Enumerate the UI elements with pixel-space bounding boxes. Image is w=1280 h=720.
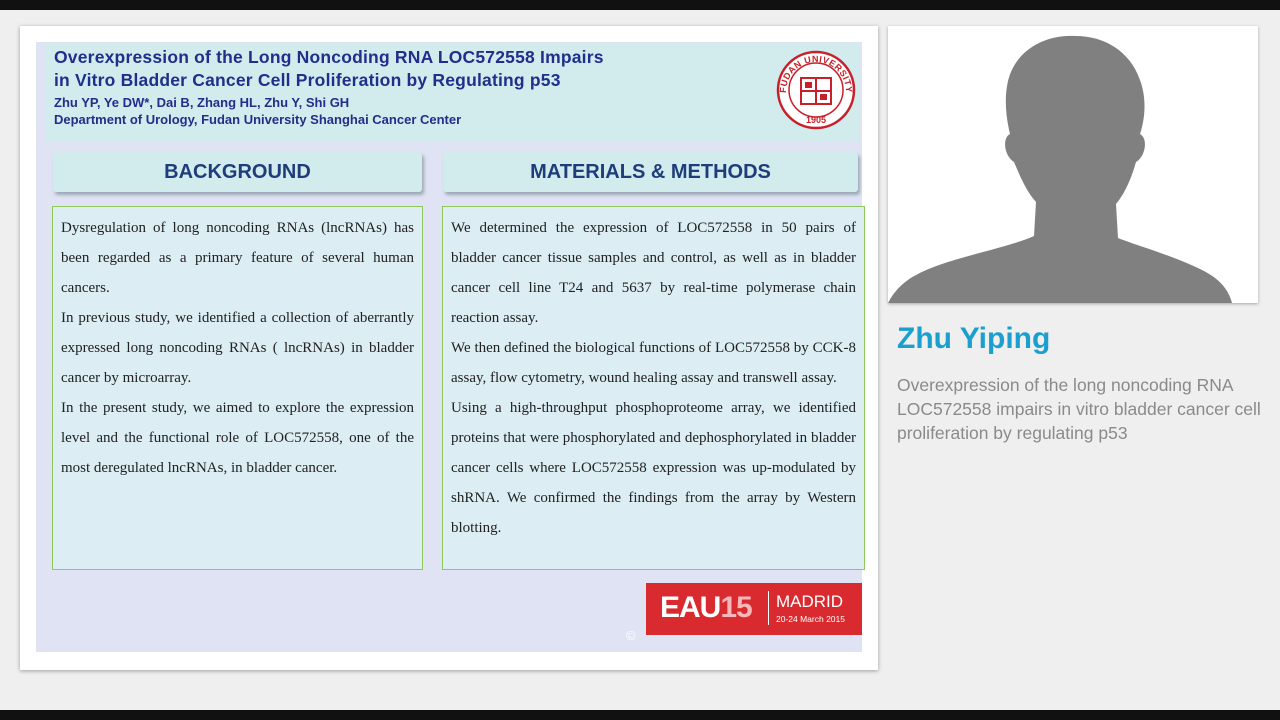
speaker-name: Zhu Yiping xyxy=(897,322,1051,355)
eau-logo-dates: 20-24 March 2015 xyxy=(776,614,845,624)
talk-title: Overexpression of the long noncoding RNA LOC572558 impairs in vitro bladder cancer cell proliferation by regulating p53 xyxy=(897,375,1261,443)
presentation-player xyxy=(0,10,1280,710)
eau-logo-text: EAU15 xyxy=(660,591,752,624)
background-paragraph: In previous study, we identified a collection of aberrantly expressed long noncoding RNAs ( lncRNAs) in bladder cancer by microarray. xyxy=(61,310,414,386)
methods-text-box xyxy=(442,206,865,570)
methods-paragraph: We determined the expression of LOC572558 in 50 pairs of bladder cancer tissue samples and control, as well as in bladder cancer cell line T24 and 5637 by real-time polymerase chain reaction assay. xyxy=(451,220,856,326)
poster-title-line2: in Vitro Bladder Cancer Cell Proliferation by Regulating p53 xyxy=(54,70,561,90)
eau-logo-divider xyxy=(768,591,769,625)
poster-header xyxy=(46,44,859,142)
poster-title-line1: Overexpression of the Long Noncoding RNA LOC572558 Impairs xyxy=(54,47,604,67)
svg-text:FUDAN UNIVERSITY: FUDAN UNIVERSITY xyxy=(777,53,855,94)
poster-authors: Zhu YP, Ye DW*, Dai B, Zhang HL, Zhu Y, Shi GH xyxy=(54,95,350,110)
background-paragraph: In the present study, we aimed to explore the expression level and the functional role of LOC572558, one of the most deregulated lncRNAs, in bladder cancer. xyxy=(61,400,414,476)
copyright-mark: © xyxy=(626,628,636,643)
background-paragraph: Dysregulation of long noncoding RNAs (lncRNAs) has been regarded as a primary feature of several human cancers. xyxy=(61,220,414,296)
svg-text:1905: 1905 xyxy=(805,115,827,125)
slide-frame xyxy=(20,26,878,670)
background-heading: BACKGROUND xyxy=(53,152,422,192)
methods-paragraph: We then defined the biological functions of LOC572558 by CCK-8 assay, flow cytometry, wound healing assay and transwell assay. xyxy=(451,340,856,386)
methods-paragraph: Using a high-throughput phosphoproteome array, we identified proteins that were phosphorylated and dephosphorylated in bladder cancer cells where LOC572558 expression was up-modulated by shRNA. We confirmed the findings from the array by Western blotting. xyxy=(451,400,856,536)
poster-department: Department of Urology, Fudan University Shanghai Cancer Center xyxy=(54,112,462,127)
speaker-photo-placeholder xyxy=(888,26,1258,303)
background-text-box xyxy=(52,206,423,570)
eau15-madrid-logo xyxy=(646,583,862,635)
person-silhouette-icon xyxy=(888,26,1258,303)
poster-slide xyxy=(36,42,862,652)
fudan-university-seal-icon xyxy=(776,50,856,130)
eau-logo-city: MADRID xyxy=(776,592,844,611)
methods-heading: MATERIALS & METHODS xyxy=(443,152,858,192)
poster-title xyxy=(54,46,754,92)
